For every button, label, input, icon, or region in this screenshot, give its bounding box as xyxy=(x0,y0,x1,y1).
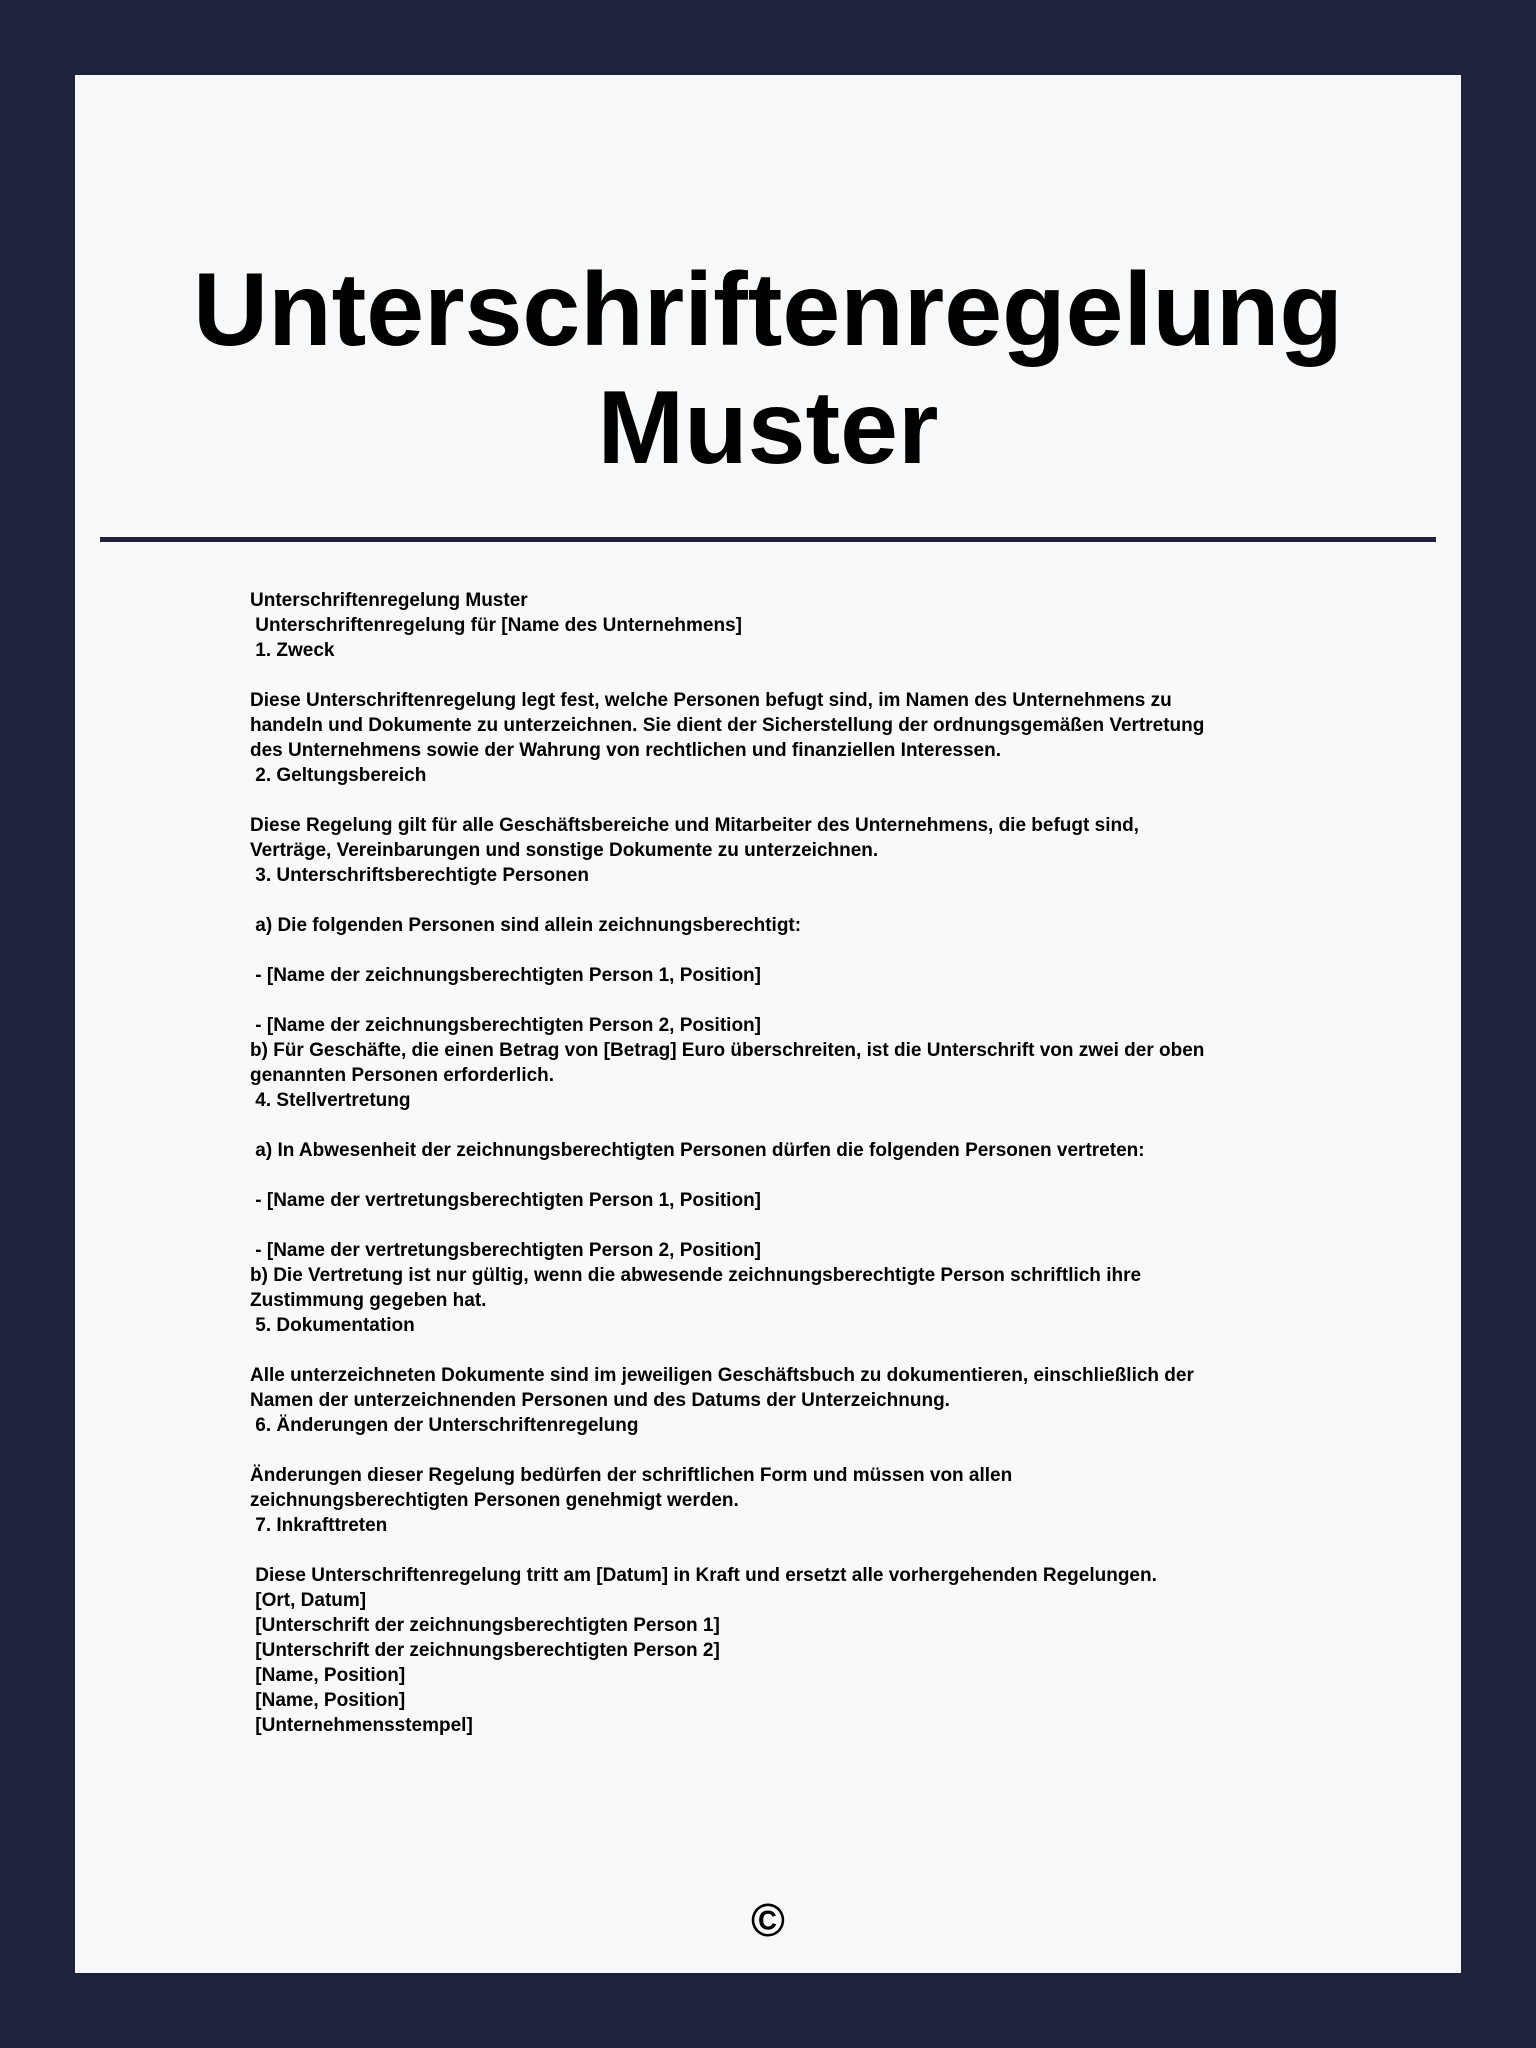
page-title-line-2: Muster xyxy=(597,370,939,486)
body-line: Unterschriftenregelung Muster xyxy=(250,590,528,611)
body-line: 7. Inkrafttreten xyxy=(250,1515,388,1536)
title-divider xyxy=(100,537,1436,542)
body-line: [Name, Position] xyxy=(250,1665,406,1686)
body-line: [Name, Position] xyxy=(250,1690,406,1711)
body-line: - [Name der vertretungsberechtigten Person 2, Position] xyxy=(250,1240,761,1261)
body-line: 3. Unterschriftsberechtigte Personen xyxy=(250,865,589,886)
blank-line xyxy=(250,938,1290,963)
body-line: [Unterschrift der zeichnungsberechtigten Person 2] xyxy=(250,1640,720,1661)
blank-line xyxy=(250,1113,1290,1138)
blank-line xyxy=(250,788,1290,813)
blank-line xyxy=(250,1338,1290,1363)
body-line: Alle unterzeichneten Dokumente sind im jeweiligen Geschäftsbuch zu dokumentieren, einschließlich der xyxy=(250,1365,1194,1386)
body-line: Diese Unterschriftenregelung tritt am [Datum] in Kraft und ersetzt alle vorhergehenden Regelungen. xyxy=(250,1565,1157,1586)
body-line: a) In Abwesenheit der zeichnungsberechtigten Personen dürfen die folgenden Personen vertreten: xyxy=(250,1140,1145,1161)
body-line: b) Für Geschäfte, die einen Betrag von [Betrag] Euro überschreiten, ist die Unterschrift von zwei der oben xyxy=(250,1040,1205,1061)
body-line: Diese Regelung gilt für alle Geschäftsbereiche und Mitarbeiter des Unternehmens, die befugt sind, xyxy=(250,815,1139,836)
body-line: Zustimmung gegeben hat. xyxy=(250,1290,487,1311)
body-line: des Unternehmens sowie der Wahrung von rechtlichen und finanziellen Interessen. xyxy=(250,740,1002,761)
blank-line xyxy=(250,1163,1290,1188)
body-line: [Unterschrift der zeichnungsberechtigten Person 1] xyxy=(250,1615,720,1636)
body-line: genannten Personen erforderlich. xyxy=(250,1065,555,1086)
body-line: - [Name der zeichnungsberechtigten Person 1, Position] xyxy=(250,965,761,986)
body-line: Änderungen dieser Regelung bedürfen der schriftlichen Form und müssen von allen xyxy=(250,1465,1013,1486)
body-line: Unterschriftenregelung für [Name des Unternehmens] xyxy=(250,615,742,636)
body-line: 6. Änderungen der Unterschriftenregelung xyxy=(250,1415,639,1436)
body-line: - [Name der zeichnungsberechtigten Person 2, Position] xyxy=(250,1015,761,1036)
blank-line xyxy=(250,1538,1290,1563)
body-line: 5. Dokumentation xyxy=(250,1315,415,1336)
blank-line xyxy=(250,1438,1290,1463)
body-line: Namen der unterzeichnenden Personen und des Datums der Unterzeichnung. xyxy=(250,1390,950,1411)
body-line: b) Die Vertretung ist nur gültig, wenn die abwesende zeichnungsberechtigte Person schriftlich ihre xyxy=(250,1265,1142,1286)
document-page xyxy=(75,75,1461,1973)
body-line: handeln und Dokumente zu unterzeichnen. Sie dient der Sicherstellung der ordnungsgemäßen Vertretung xyxy=(250,715,1205,736)
body-line: [Unternehmensstempel] xyxy=(250,1715,473,1736)
blank-line xyxy=(250,663,1290,688)
body-line: [Ort, Datum] xyxy=(250,1590,367,1611)
document-body xyxy=(250,588,1290,1738)
blank-line xyxy=(250,1213,1290,1238)
body-line: Verträge, Vereinbarungen und sonstige Dokumente zu unterzeichnen. xyxy=(250,840,879,861)
body-line: a) Die folgenden Personen sind allein zeichnungsberechtigt: xyxy=(250,915,802,936)
body-line: 2. Geltungsbereich xyxy=(250,765,427,786)
blank-line xyxy=(250,988,1290,1013)
page-title xyxy=(75,251,1461,487)
body-line: - [Name der vertretungsberechtigten Person 1, Position] xyxy=(250,1190,761,1211)
body-line: zeichnungsberechtigten Personen genehmigt werden. xyxy=(250,1490,739,1511)
blank-line xyxy=(250,888,1290,913)
copyright-symbol: © xyxy=(751,1894,785,1946)
page-title-line-1: Unterschriftenregelung xyxy=(193,252,1343,368)
body-line: 4. Stellvertretung xyxy=(250,1090,411,1111)
body-line: Diese Unterschriftenregelung legt fest, welche Personen befugt sind, im Namen des Unternehmens zu xyxy=(250,690,1172,711)
body-line: 1. Zweck xyxy=(250,640,335,661)
